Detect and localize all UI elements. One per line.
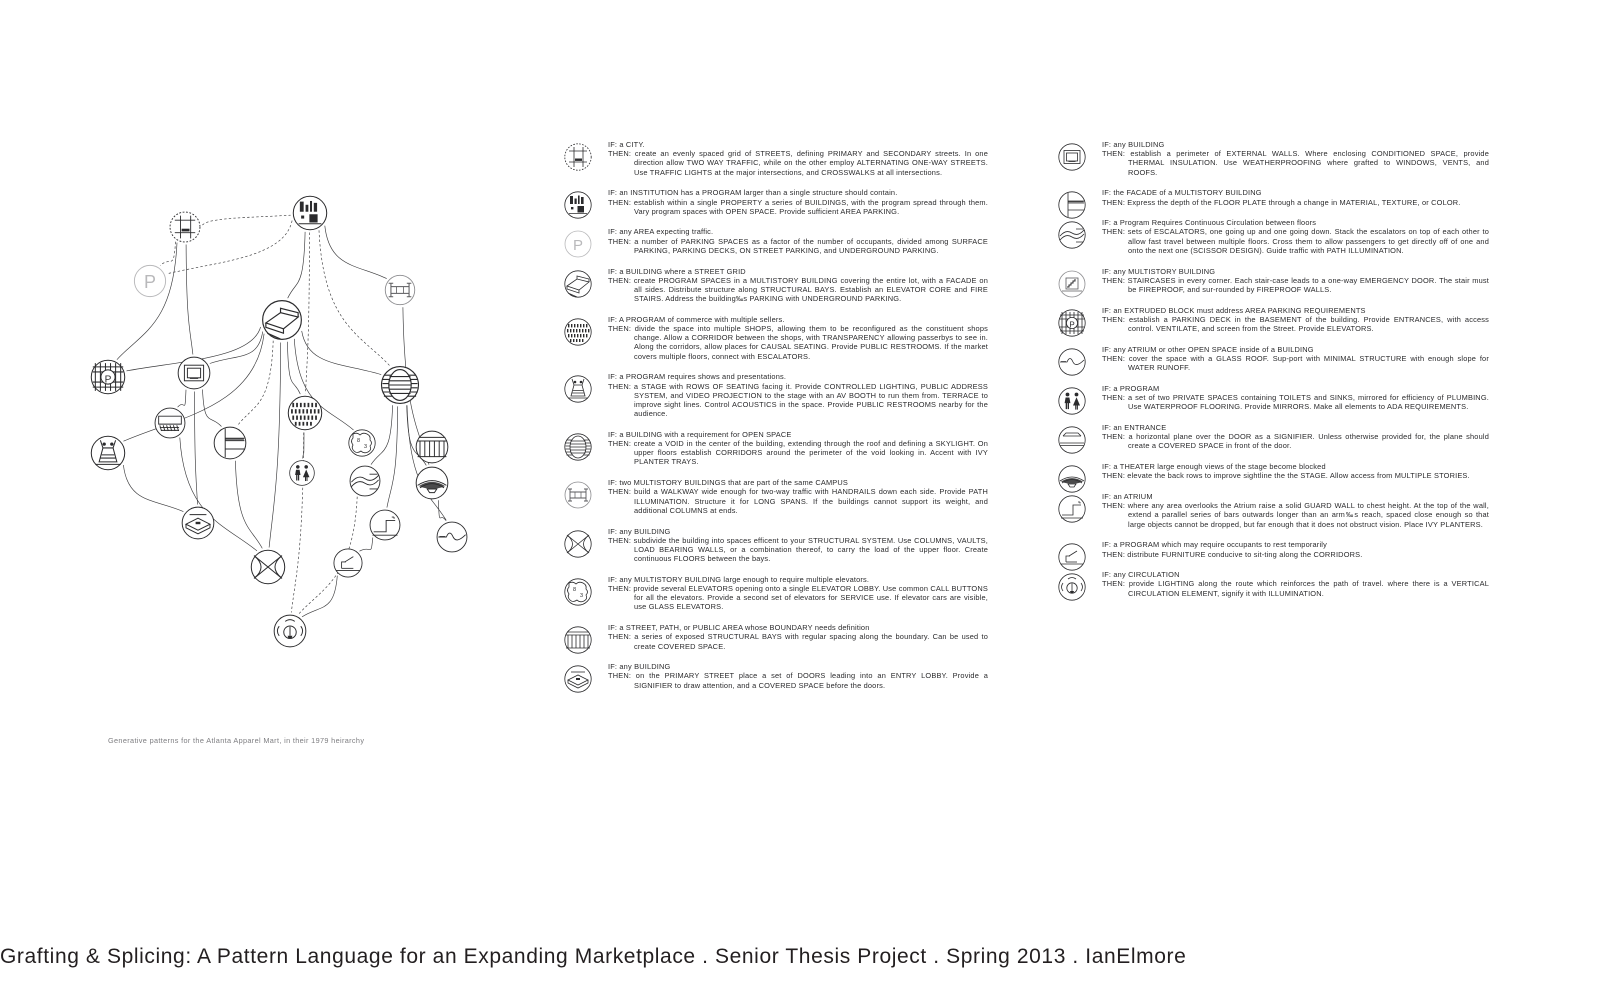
pattern-entry: [1057, 306, 1489, 334]
pattern-if-clause: IF: any CIRCULATION: [1102, 570, 1180, 580]
pattern-then-clause: THEN: a STAGE with ROWS OF SEATING facing it. Provide CONTROLLED LIGHTING, PUBLIC ADDRESS SYSTEM, and VIDEO PROJECTION to the stage with an AV BOOTH to run them from. TERRACE to improve sight lines. Control ACOUSTICS in the space. Provide PUBLIC RESTROOMS nearby for the audience.: [608, 381, 988, 419]
restrooms-icon: [1057, 386, 1087, 416]
pattern-entry: [1057, 423, 1489, 451]
pattern-entry: [563, 188, 988, 216]
pattern-entry: [1057, 570, 1489, 598]
diagram-edge: [360, 538, 373, 552]
pattern-then-clause: THEN: on the PRIMARY STREET place a set of DOORS leading into an ENTRY LOBBY. Provide a SIGNIFIER to draw attention, and a COVERED SPACE before the doors.: [608, 671, 988, 690]
pattern-then-clause: THEN: establish a perimeter of EXTERNAL WALLS. Where enclosing CONDITIONED SPACE, provide THERMAL INSULATION. Use WEATHERPROOFING where grafted to WINDOWS, VENTS, and ROOFS.: [1102, 149, 1489, 177]
pattern-entry: [1057, 540, 1489, 558]
pattern-text: [1102, 462, 1489, 480]
diagram-node-entry-signifier[interactable]: [182, 507, 214, 539]
pattern-then-clause: THEN: a series of exposed STRUCTURAL BAYS with regular spacing along the boundary. Can be used to create COVERED SPACE.: [608, 632, 988, 651]
diagram-edge: [123, 465, 183, 512]
svg-text:P: P: [104, 374, 112, 386]
pattern-list-left: [563, 140, 988, 701]
pattern-text: [1102, 267, 1489, 295]
parking-deck-icon: [1057, 308, 1087, 338]
pattern-text: [608, 430, 988, 467]
diagram-edge: [319, 230, 390, 366]
pattern-then-clause: THEN: build a WALKWAY wide enough for two-way traffic with HANDRAILS down each side. Provide PATH ILLUMINATION. Structure it for LONG SPANS. If the buildings cannot support its weight, and additional COLUMNS at ends.: [608, 487, 988, 515]
pattern-if-clause: IF: any MULTISTORY BUILDING large enough to require multiple elevators.: [608, 574, 870, 584]
diagram-node-illumination[interactable]: [274, 615, 306, 647]
pattern-text: [1102, 570, 1489, 598]
pattern-entry: [1057, 384, 1489, 412]
pattern-text: [608, 227, 988, 255]
elevators-icon: [563, 577, 593, 607]
external-walls-icon: [1057, 142, 1087, 172]
pattern-if-clause: IF: a BUILDING where a STREET GRID: [608, 266, 746, 276]
diagram-edge: [407, 405, 446, 520]
pattern-text: [1102, 492, 1489, 529]
pattern-entry: [1057, 267, 1489, 295]
pattern-then-clause: THEN: provide several ELEVATORS opening onto a single ELEVATOR LOBBY. Use common CALL BUTTONS for all the elevators. Provide a second set of elevators for SERVICE use. If elevator cars are visible, use GLASS ELEVATORS.: [608, 584, 988, 612]
diagram-node-terrace[interactable]: [155, 408, 185, 438]
diagram-node-parking[interactable]: [134, 265, 166, 297]
pattern-then-clause: THEN: where any area overlooks the Atrium raise a solid GUARD WALL to chest height. At the top of the wall, extend a parallel series of bars outwards longer than an arm‰s reach, spaced close enough so that large objects cannot be dropped, but far enough that it does not obstruct vision. Place IVY PLANTERS.: [1102, 501, 1489, 529]
pattern-if-clause: IF: an EXTRUDED BLOCK must address AREA PARKING REQUIREMENTS: [1102, 305, 1366, 315]
pattern-if-clause: IF: the FACADE of a MULTISTORY BUILDING: [1102, 188, 1262, 198]
pattern-entry: [563, 527, 988, 564]
pattern-if-clause: IF: a THEATER large enough views of the stage become blocked: [1102, 462, 1326, 472]
pattern-then-clause: THEN: create an evenly spaced grid of STREETS, defining PRIMARY and SECONDARY streets. In one direction allow TWO WAY TRAFFIC, while on the other employ ALTERNATING ONE-WAY STREETS. Use TRAFFIC LIGHTS at the major intersections, and CROSSWALKS at all intersections.: [608, 149, 988, 177]
diagram-edge: [203, 390, 222, 427]
pattern-text: [608, 662, 988, 690]
entrance-plane-icon: [1057, 425, 1087, 455]
pattern-entry: [563, 140, 988, 177]
diagram-node-walkway-bridge[interactable]: [385, 275, 415, 305]
diagram-edge: [160, 242, 175, 266]
diagram-node-floor-plate[interactable]: [214, 427, 246, 459]
bridge-icon: [563, 480, 593, 510]
diagram-edge: [371, 405, 393, 464]
pattern-then-clause: THEN: provide LIGHTING along the route which reinforces the path of travel. where there is a VERTICAL CIRCULATION ELEMENT, signify it with ILLUMINATION.: [1102, 579, 1489, 598]
pattern-entry: [563, 478, 988, 515]
pattern-if-clause: IF: any BUILDING: [1102, 140, 1165, 149]
pattern-entry: [563, 227, 988, 255]
svg-text:3: 3: [580, 592, 584, 599]
parking-p-icon: [563, 229, 593, 259]
diagram-node-structural-bay[interactable]: [251, 550, 284, 583]
pattern-text: [1102, 140, 1489, 177]
diagram-node-escalators[interactable]: [350, 466, 380, 496]
pattern-text: [608, 267, 988, 304]
diagram-node-seating-rows[interactable]: [416, 467, 448, 499]
pattern-if-clause: IF: a BUILDING with a requirement for OPEN SPACE: [608, 429, 792, 439]
diagram-edge: [288, 232, 305, 298]
pattern-then-clause: THEN: establish within a single PROPERTY a series of BUILDINGS, with the program spread through them. Vary program spaces with OPEN SPACE. Provide sufficient AREA PARKING.: [608, 197, 988, 216]
furniture-icon: [1057, 542, 1087, 572]
svg-text:P: P: [572, 237, 584, 255]
diagram-edge: [387, 406, 398, 507]
diagram-node-glass-roof-2[interactable]: [416, 431, 448, 463]
pattern-then-clause: THEN: divide the space into multiple SHOPS, allowing them to be reconfigured as the constituent shops change. Allow a CORRIDOR between the shops, with TRANSPARENCY allowing passerbys to see in. Along the corridors, allow places for CAUSAL SEATING. Provide PUBLIC RESTROOMS. If the market covers multiple floors, connect with ESCALATORS.: [608, 324, 988, 361]
pattern-then-clause: THEN: create a VOID in the center of the building, extending through the roof and defining a SKYLIGHT. On upper floors establish CORRIDORS around the perimeter of the void looking in. Accent with IVY PLANTER TRAYS.: [608, 439, 988, 467]
atrium-void-icon: [563, 432, 593, 462]
structural-bay-icon: [563, 529, 593, 559]
diagram-edge: [269, 343, 281, 548]
extruded-block-icon: [563, 269, 593, 299]
city-grid-icon: [563, 142, 593, 172]
diagram-edge: [325, 226, 387, 279]
pattern-text: [1102, 384, 1489, 412]
diagram-edge: [302, 331, 382, 375]
pattern-then-clause: THEN: distribute FURNITURE conducive to sit-ting along the CORRIDORS.: [1102, 549, 1363, 559]
pattern-then-clause: THEN: a number of PARKING SPACES as a factor of the number of occupants, divided among SURFACE PARKING, PARKING DECKS, ON STREET PARKING, and UNDERGROUND PARKING.: [608, 236, 988, 255]
pattern-if-clause: IF: A PROGRAM of commerce with multiple sellers.: [608, 314, 785, 324]
diagram-node-guard-wall[interactable]: [370, 510, 400, 540]
entry-signifier-icon: [563, 664, 593, 694]
glass-roof-icon: [1057, 347, 1087, 377]
diagram-canvas: [60, 130, 510, 720]
diagram-node-parking-deck[interactable]: [91, 360, 124, 393]
diagram-node-glass-roof[interactable]: [437, 522, 467, 552]
pattern-if-clause: IF: two MULTISTORY BUILDINGS that are part of the same CAMPUS: [608, 478, 849, 488]
pattern-if-clause: IF: a Program Requires Continuous Circulation between floors: [1102, 218, 1317, 228]
pattern-then-clause: THEN: elevate the back rows to improve sightline the the STAGE. Allow access from MULTIPLE STORIES.: [1102, 471, 1470, 481]
illumination-icon: [1057, 572, 1087, 602]
guard-wall-icon: [1057, 494, 1087, 524]
pattern-then-clause: THEN: establish a PARKING DECK in the BASEMENT of the building. Provide ENTRANCES, with access control. VENTILATE, and screen from the Street. Provide ELEVATORS.: [1102, 314, 1489, 334]
diagram-node-restrooms[interactable]: [290, 461, 315, 486]
pattern-text: [608, 140, 988, 177]
pattern-entry: [563, 267, 988, 304]
diagram-edge: [302, 576, 337, 617]
svg-text:3: 3: [364, 444, 368, 450]
diagram-edge: [186, 245, 193, 355]
diagram-edge: [303, 433, 304, 459]
svg-text:8: 8: [573, 586, 577, 593]
pattern-if-clause: IF: a PROGRAM: [1102, 383, 1160, 393]
pattern-if-clause: IF: a STREET, PATH, or PUBLIC AREA whose BOUNDARY needs definition: [608, 623, 870, 633]
pattern-text: [608, 478, 988, 515]
pattern-text: [608, 188, 988, 216]
pattern-entry: [563, 575, 988, 612]
pattern-text: [608, 372, 988, 418]
pattern-entry: [1057, 140, 1489, 177]
pattern-entry: [1057, 345, 1489, 373]
pattern-entry: [563, 430, 988, 467]
escalators-icon: [1057, 220, 1087, 250]
staircase-icon: [1057, 269, 1087, 299]
svg-text:P: P: [143, 272, 157, 293]
pattern-if-clause: IF: any BUILDING: [608, 526, 671, 536]
pattern-entry: [563, 662, 988, 690]
diagram-edge: [210, 332, 263, 364]
pattern-if-clause: IF: any AREA expecting traffic.: [608, 227, 714, 237]
pattern-then-clause: THEN: Express the depth of the FLOOR PLATE through a change in MATERIAL, TEXTURE, or COLOR.: [1102, 197, 1461, 207]
pattern-entry: [1057, 492, 1489, 529]
svg-text:8: 8: [357, 438, 361, 444]
diagram-node-furniture[interactable]: [334, 549, 362, 577]
diagram-edge: [235, 461, 262, 549]
pattern-text: [608, 527, 988, 564]
pattern-text: [608, 575, 988, 612]
pattern-entry: [563, 315, 988, 361]
pattern-text: [1102, 306, 1489, 334]
pattern-text: [1102, 345, 1489, 373]
pattern-entry: [563, 372, 988, 418]
diagram-edge: [306, 233, 310, 394]
stage-theater-icon: [563, 374, 593, 404]
seating-rows-icon: [1057, 464, 1087, 494]
diagram-edge: [195, 392, 198, 505]
diagram-node-external-walls[interactable]: [178, 357, 210, 389]
pattern-if-clause: IF: any BUILDING: [608, 662, 671, 672]
svg-text:P: P: [1069, 320, 1075, 330]
floor-plate-icon: [1057, 190, 1087, 220]
diagram-node-city[interactable]: [170, 212, 200, 242]
diagram-node-stage-theater[interactable]: [91, 436, 124, 469]
pattern-text: [1102, 540, 1489, 558]
diagram-edge: [291, 433, 303, 613]
institution-icon: [563, 190, 593, 220]
pattern-text: [1102, 188, 1489, 206]
diagram-edge: [117, 243, 177, 360]
market-shops-icon: [563, 317, 593, 347]
pattern-entry: [1057, 218, 1489, 255]
pattern-then-clause: THEN: a horizontal plane over the DOOR as a SIGNIFIER. Unless otherwise provided for, the plane should create a COVERED SPACE in front of the door.: [1102, 432, 1489, 451]
pattern-then-clause: THEN: sets of ESCALATORS, one going up and one going down. Stack the escalators on top of each other to allow fast travel between multiple floors. Cross them to allow passengers to get directly off of one and onto the next one (SCISSOR DESIGN). Guide traffic with PATH ILLUMINATION.: [1102, 227, 1489, 255]
pattern-entry: [563, 623, 988, 651]
pattern-text: [1102, 423, 1489, 451]
pattern-if-clause: IF: an INSTITUTION has a PROGRAM larger than a single structure should contain.: [608, 188, 898, 198]
pattern-if-clause: IF: any ATRIUM or other OPEN SPACE inside of a BUILDING: [1102, 344, 1314, 354]
generative-pattern-diagram: [60, 130, 510, 770]
pattern-then-clause: THEN: create PROGRAM SPACES in a MULTISTORY BUILDING covering the entire lot, with a FACADE on all sides. Distribute structure along STRUCTURAL BAYS. Establish an ELEVATOR CORE and FIRE STAIRS. Address the building‰s PARKING with UNDERGROUND PARKING.: [608, 275, 988, 304]
pattern-list-right: [1057, 140, 1489, 609]
pattern-then-clause: THEN: subdivide the building into spaces efficent to your STRUCTURAL SYSTEM. Use COLUMNS, VAULTS, LOAD BEARING WALLS, or a combination thereof, to carry the load of the upper floor. Create continuous FLOORS between the bays.: [608, 535, 988, 564]
diagram-edge: [202, 215, 290, 225]
diagram-edge: [178, 390, 186, 408]
diagram-node-market-shops[interactable]: [288, 396, 321, 429]
pattern-text: [608, 315, 988, 361]
pattern-text: [608, 623, 988, 651]
pattern-if-clause: IF: any MULTISTORY BUILDING: [1102, 266, 1216, 276]
diagram-caption: Generative patterns for the Atlanta Apparel Mart, in their 1979 heirarchy: [108, 736, 365, 745]
pattern-if-clause: IF: an ATRIUM: [1102, 491, 1153, 501]
pattern-then-clause: THEN: STAIRCASES in every corner. Each stair-case leads to a one-way EMERGENCY DOOR. The stair must be FIREPROOF, and sur-rounded by FIREPROOF WALLS.: [1102, 275, 1489, 294]
sheet-title: Grafting & Splicing: A Pattern Language for an Expanding Marketplace . Senior Thesis Project . Spring 2013 . IanElmore: [0, 945, 1187, 968]
diagram-node-elevators[interactable]: [349, 430, 375, 456]
pattern-if-clause: IF: a PROGRAM requires shows and presentations.: [608, 372, 787, 382]
diagram-node-extruded-block[interactable]: [263, 301, 302, 340]
pattern-if-clause: IF: a PROGRAM which may require occupants to rest temporarily: [1102, 540, 1327, 550]
pattern-entry: [1057, 462, 1489, 480]
pattern-then-clause: THEN: cover the space with a GLASS ROOF. Sup-port with MINIMAL STRUCTURE with enough slope for WATER RUNOFF.: [1102, 353, 1489, 373]
diagram-edge: [237, 341, 273, 426]
pattern-then-clause: THEN: a set of two PRIVATE SPACES containing TOILETS and SINKS, mirrored for efficiency of PLUMBING. Use WATERPROOF FLOORING. Provide MIRRORS. Make all elements to ADA REQUIREMENTS.: [1102, 393, 1489, 412]
diagram-node-atrium-void[interactable]: [382, 367, 419, 404]
diagram-node-institution[interactable]: [293, 196, 326, 229]
pattern-text: [1102, 218, 1489, 255]
pattern-if-clause: IF: a CITY.: [608, 140, 645, 149]
pattern-if-clause: IF: an ENTRANCE: [1102, 422, 1167, 432]
pattern-entry: [1057, 188, 1489, 206]
structural-bay-row-icon: [563, 625, 593, 655]
